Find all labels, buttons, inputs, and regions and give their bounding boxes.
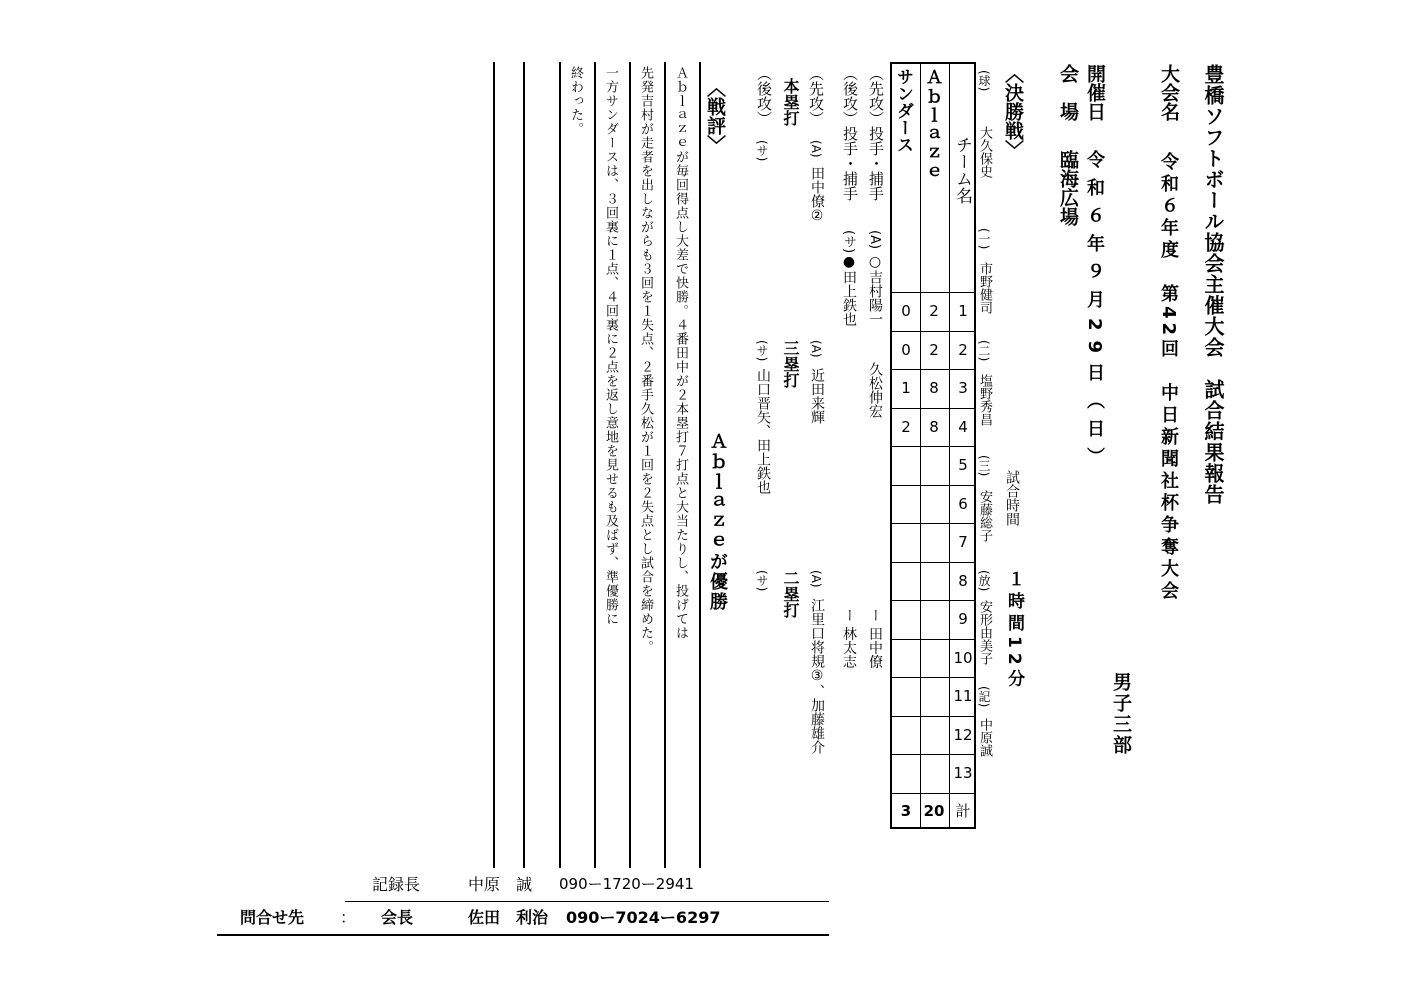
- inning-number: 3: [958, 379, 968, 397]
- inning-number: 11: [953, 687, 973, 705]
- review-line-2: 先発吉村が走者を出しながらも３回を１失点、２番手久松が１回を２失点とし試合を締めた。: [638, 66, 653, 654]
- total-score: 3: [900, 801, 912, 820]
- triple-players-a: 近田来輝: [809, 368, 825, 424]
- battery-first-catcher: ー 田中僚: [867, 608, 883, 669]
- recorder-label: 記録長: [372, 875, 421, 894]
- contact-colon: ：: [340, 908, 357, 927]
- date-value: 令和６年９月29日（日）: [1084, 150, 1105, 476]
- hr-label: 本塁打: [781, 78, 800, 126]
- venue-label: 会 場: [1057, 64, 1079, 121]
- inning-number: 5: [958, 456, 968, 474]
- score-cell: 2: [929, 302, 939, 320]
- date-label: 開催日: [1084, 64, 1106, 121]
- battery-second-pitcher: ●田上鉄也: [841, 254, 857, 326]
- hr-team-b: (サ): [755, 140, 769, 162]
- umpire-role-plate: (球): [977, 70, 991, 92]
- umpire-role-recorder: (記): [977, 686, 991, 708]
- president-name: 佐田 利治: [468, 908, 549, 927]
- umpire-name-scorer: 安形由美子: [977, 600, 992, 665]
- umpire-name-plate: 大久保史: [977, 126, 992, 178]
- umpire-role-scorer: (放): [977, 570, 991, 592]
- battery-second-side: （後攻）投手・捕手: [841, 66, 859, 201]
- hits-second-side: （後攻）: [755, 66, 773, 126]
- battery-first-pitcher: ○吉村陽一: [867, 254, 883, 326]
- umpire-name-second: 塩野秀昌: [977, 374, 992, 426]
- inning-number: 2: [958, 340, 968, 359]
- recorder-phone: 090ー1720ー2941: [559, 875, 694, 893]
- score-cell: 0: [901, 302, 911, 320]
- battery-second-catcher: ー 林太志: [841, 608, 857, 669]
- umpire-name-recorder: 中原誠: [977, 718, 992, 757]
- review-heading: 〈戦評〉: [704, 78, 726, 154]
- total-score: 20: [923, 801, 945, 820]
- score-cell: 1: [901, 379, 911, 397]
- total-label: 計: [955, 801, 971, 820]
- review-line-1: Ａｂｌａｚｅが毎回得点し大差で快勝。４番田中が２本塁打７打点と大当たりし、投げては: [673, 66, 688, 640]
- time-label: 試合時間: [1004, 470, 1020, 526]
- president-label: 会長: [381, 908, 414, 927]
- score-cell: 8: [929, 379, 939, 397]
- double-team-b: (サ): [755, 570, 769, 592]
- inning-number: 8: [958, 571, 968, 590]
- division: 男子三部: [1110, 672, 1132, 756]
- triple-team-b: (サ): [755, 340, 769, 362]
- tournament-label: 大会名: [1158, 64, 1180, 121]
- battery-first-team: (A): [867, 230, 882, 250]
- recorder-name: 中原 誠: [468, 875, 533, 894]
- review-rule: [629, 62, 631, 868]
- score-cell: 2: [901, 417, 911, 436]
- contact-label: 問合せ先: [240, 908, 305, 927]
- umpire-name-third: 安藤総子: [977, 490, 992, 542]
- inning-number: 6: [958, 494, 968, 513]
- triple-label: 三塁打: [781, 340, 800, 388]
- hits-first-side: （先攻）: [807, 66, 825, 126]
- tournament-name: 令和６年度 第42回 中日新聞社杯争奪大会: [1158, 152, 1179, 604]
- review-rule: [493, 62, 495, 868]
- battery-second-team: (サ): [841, 230, 856, 254]
- president-phone: 090ー7024ー6297: [566, 908, 721, 927]
- review-rule: [523, 62, 525, 868]
- time-value: １時間12分: [1004, 570, 1024, 692]
- review-rule: [559, 62, 561, 868]
- team-name-ablaze: Ａｂｌａｚｅ: [922, 68, 942, 182]
- final-heading: 〈決勝戦〉: [1002, 64, 1024, 159]
- score-cell: 8: [929, 417, 939, 436]
- score-cell: 2: [929, 340, 939, 359]
- umpire-role-second: (二): [977, 340, 991, 362]
- umpire-role-first: (一): [977, 228, 991, 250]
- inning-number: 4: [958, 417, 968, 436]
- battery-first-side: （先攻）投手・捕手: [867, 66, 885, 201]
- inning-number: 13: [953, 764, 973, 782]
- review-rule: [699, 62, 701, 868]
- umpire-name-first: 市野健司: [977, 262, 992, 314]
- hr-players: 田中僚②: [809, 166, 825, 224]
- double-team-a: (A): [809, 570, 823, 588]
- review-rule: [664, 62, 666, 868]
- review-rule: [594, 62, 596, 868]
- inning-number: 10: [953, 648, 973, 667]
- team-header: チーム名: [952, 136, 972, 204]
- inning-number: 1: [958, 302, 968, 320]
- footer-rule: [345, 901, 829, 902]
- score-table: [890, 62, 976, 829]
- inning-number: 7: [958, 533, 968, 551]
- team-name-thunders: サンダース: [893, 68, 913, 153]
- inning-number: 12: [953, 725, 973, 744]
- review-line-4: 終わった。: [568, 66, 583, 136]
- inning-number: 9: [958, 610, 968, 628]
- venue-value: 臨海広場: [1057, 150, 1079, 226]
- score-cell: 0: [901, 340, 911, 359]
- double-players-a: 江里口将規③、加藤雄介: [809, 598, 825, 754]
- review-winner: Ａｂｌａｚｅが優勝: [707, 432, 728, 612]
- umpire-role-third: (三): [977, 455, 991, 477]
- footer-rule-bottom: [217, 934, 829, 936]
- review-line-3: 一方サンダースは、３回裏に１点、４回裏に２点を返し意地を見せるも及ばず、準優勝に: [603, 66, 618, 626]
- battery-first-relief: 久松伸宏: [867, 362, 883, 418]
- hr-team-a: (A): [809, 140, 823, 158]
- triple-team-a: (A): [809, 340, 823, 358]
- triple-players-b: 山口晋矢、田上鉄也: [755, 368, 771, 494]
- report-title: 豊橋ソフトボール協会主催大会 試合結果報告: [1201, 64, 1225, 505]
- double-label: 二塁打: [781, 570, 800, 618]
